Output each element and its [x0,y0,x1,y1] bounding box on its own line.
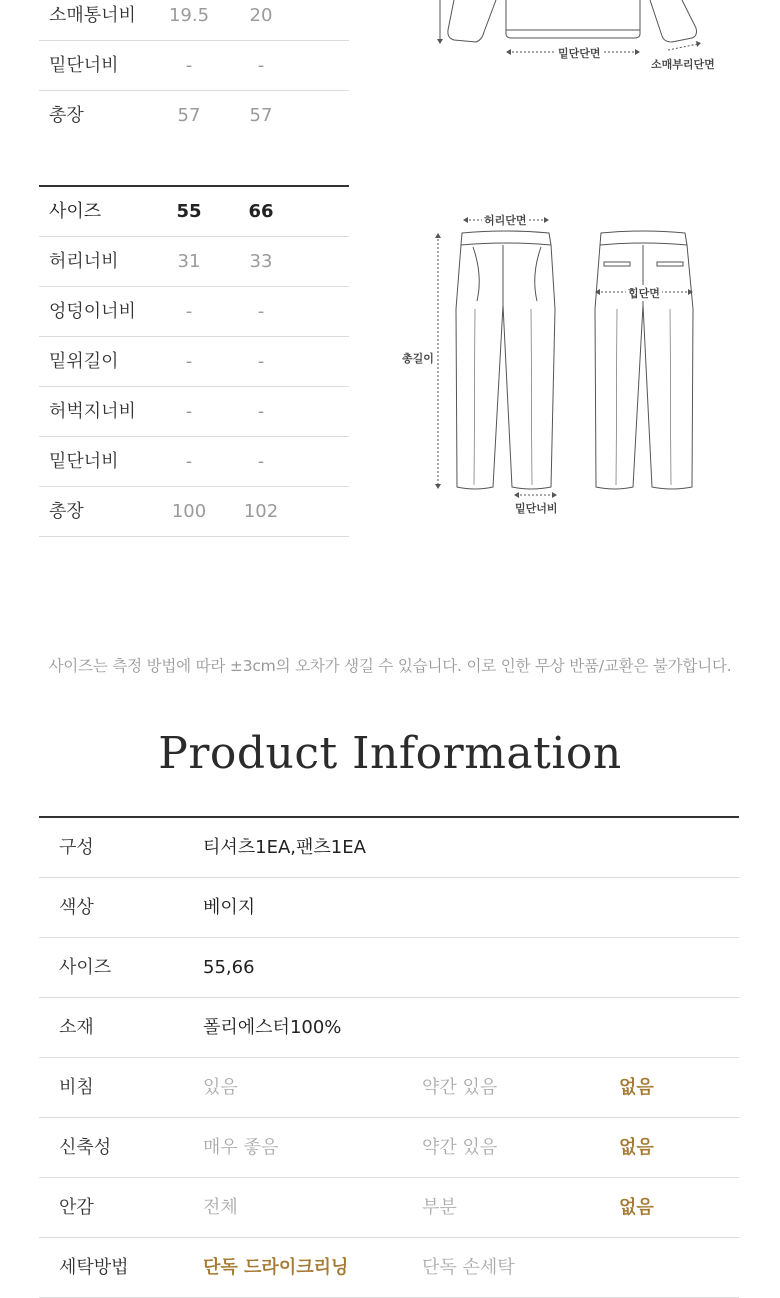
info-label: 신축성 [59,1137,112,1158]
size-row [39,437,349,487]
info-value: 티셔츠1EA,팬츠1EA [203,837,366,858]
option-text: 매우 좋음 [203,1137,279,1158]
page-title: Product Information [158,728,622,779]
hem-label: 밑단단면 [558,47,601,60]
table-row [39,1058,739,1118]
table-row [39,818,739,878]
size-header-row [39,185,349,237]
hem-width-label: 밑단너비 [515,502,558,515]
pants-outline-icon [395,205,715,525]
size-66-header: 66 [248,201,274,222]
size-66-value: 102 [243,501,279,522]
size-row [39,287,349,337]
info-label: 안감 [59,1197,94,1218]
size-row-label: 엉덩이너비 [49,301,136,322]
size-55-value: - [185,55,193,76]
size-55-value: 100 [171,501,207,522]
table-row [39,998,739,1058]
length-label: 총길이 [402,352,434,365]
option-text: 있음 [203,1077,238,1098]
option-text: 없음 [619,1137,654,1158]
info-value: 폴리에스터100% [203,1017,342,1038]
size-66-value: - [257,351,265,372]
size-55-value: - [185,301,193,322]
size-header-label: 사이즈 [49,201,102,222]
size-row [39,337,349,387]
waist-label: 허리단면 [484,214,527,227]
size-55-header: 55 [176,201,202,222]
size-66-value: 33 [249,251,273,272]
table-row [39,878,739,938]
info-value: 베이지 [203,897,256,918]
product-info-table [39,816,739,1298]
size-66-value: - [257,451,265,472]
table-row [39,1178,739,1238]
option-text: 단독 드라이크리닝 [203,1257,349,1278]
hip-label: 힙단면 [628,287,660,300]
info-label: 세탁방법 [59,1257,129,1278]
size-row [39,0,349,41]
option-text: 약간 있음 [422,1077,498,1098]
info-label: 구성 [59,837,94,858]
size-66-value: - [257,401,265,422]
size-row-label: 허리너비 [49,251,119,272]
shirt-size-table [39,0,349,140]
size-55-value: 19.5 [168,5,210,26]
table-row [39,1118,739,1178]
table-row [39,938,739,998]
size-66-value: - [257,55,265,76]
size-row [39,237,349,287]
size-55-value: - [185,451,193,472]
pants-size-table [39,185,349,537]
pants-diagram [395,205,715,525]
option-text: 없음 [619,1077,654,1098]
size-row-label: 밑위길이 [49,351,119,372]
info-label: 사이즈 [59,957,112,978]
size-66-value: 20 [249,5,273,26]
size-row-label: 허벅지너비 [49,401,136,422]
info-label: 색상 [59,897,94,918]
size-66-value: - [257,301,265,322]
size-row [39,41,349,91]
cuff-label: 소매부리단면 [651,58,715,71]
size-row-label: 소매통너비 [49,5,136,26]
option-text: 전체 [203,1197,238,1218]
size-row [39,91,349,140]
size-row-label: 총장 [49,105,84,126]
size-55-value: 31 [177,251,201,272]
size-55-value: - [185,351,193,372]
size-66-value: 57 [249,105,273,126]
size-row-label: 밑단너비 [49,55,119,76]
size-row-label: 총장 [49,501,84,522]
option-text: 약간 있음 [422,1137,498,1158]
size-55-value: - [185,401,193,422]
size-notice: 사이즈는 측정 방법에 따라 ±3cm의 오차가 생길 수 있습니다. 이로 인한 무상 반품/교환은 불가합니다. [48,657,732,675]
info-label: 비침 [59,1077,94,1098]
info-label: 소재 [59,1017,94,1038]
shirt-diagram [420,0,740,80]
option-text: 단독 손세탁 [422,1257,515,1278]
size-row [39,387,349,437]
option-text: 부분 [422,1197,457,1218]
table-row [39,1238,739,1298]
size-55-value: 57 [177,105,201,126]
info-value: 55,66 [203,957,255,978]
option-text: 없음 [619,1197,654,1218]
size-row-label: 밑단너비 [49,451,119,472]
size-row [39,487,349,537]
